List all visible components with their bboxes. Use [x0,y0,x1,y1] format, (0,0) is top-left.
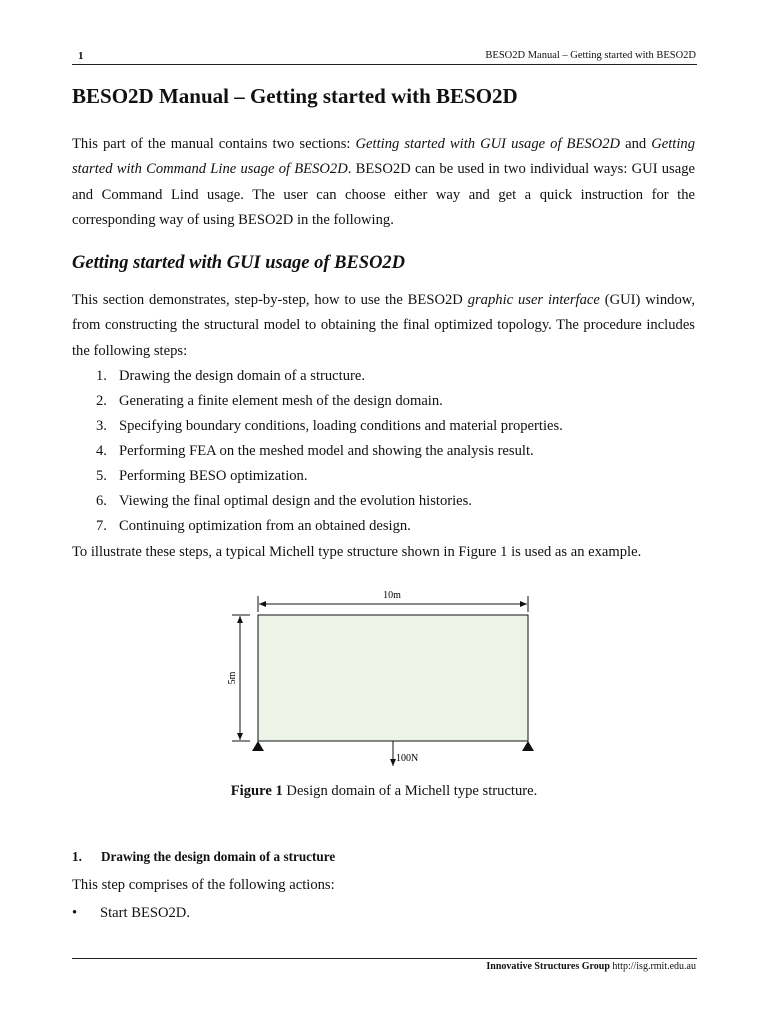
intro-text-3: . BESO2D can be used in two individual ways: GUI usage and Command Lind usage. The user can choose either way and get a quick instruction for the corresponding way of using BESO2D in the following. [72,161,695,228]
list-item [96,489,563,514]
michell-design-domain-figure [220,586,550,768]
figure-caption-text: Design domain of a Michell type structure. [282,783,538,799]
gui-text-emphasis: graphic user interface [467,292,600,308]
intro-cli-section-ref: Getting started with Command Line usage of BESO2D [72,136,695,178]
step-number: 7. [96,518,107,534]
running-title: BESO2D Manual – Getting started with BESO2D [485,50,696,61]
load-label: 100N [396,753,419,764]
step-text: Performing BESO optimization. [119,468,308,484]
gui-section-paragraph [72,288,695,364]
list-item [96,389,563,414]
bullet-icon: • [72,905,78,921]
list-item [96,464,563,489]
footer-text [486,961,696,972]
steps-list [96,364,563,539]
step-number: 1. [96,368,107,384]
step1-paragraph: This step comprises of the following actions: [72,877,335,893]
list-item [72,901,190,926]
step-text: Performing FEA on the meshed model and showing the analysis result. [119,443,534,459]
step-number: 3. [96,418,107,434]
height-label: 5m [227,671,238,685]
step-number: 2. [96,393,107,409]
list-item [96,414,563,439]
figure-caption [0,783,768,800]
step-number: 4. [96,443,107,459]
intro-gui-section-ref: Getting started with GUI usage of BESO2D [355,136,621,152]
step1-heading-text: Drawing the design domain of a structure [101,849,336,864]
step-text: Specifying boundary conditions, loading conditions and material properties. [119,418,563,434]
list-item [96,439,563,464]
document-title: BESO2D Manual – Getting started with BESO2D [72,84,518,108]
list-item [96,514,563,539]
right-support-icon [522,741,534,751]
gui-section-heading: Getting started with GUI usage of BESO2D [72,253,406,273]
width-label: 10m [383,590,401,601]
step-text: Drawing the design domain of a structure. [119,368,365,384]
step-text: Continuing optimization from an obtained design. [119,518,411,534]
design-domain-rect [258,615,528,741]
step1-heading [72,849,335,865]
step1-heading-number: 1. [72,849,82,864]
page-footer [72,958,697,979]
page-number: 1 [78,50,84,62]
step-number: 5. [96,468,107,484]
footer-url-link[interactable]: http://isg.rmit.edu.au [612,961,696,972]
figure-caption-label: Figure 1 [230,783,283,799]
intro-text-1: This part of the manual contains two sections: [72,136,356,152]
intro-paragraph [72,132,695,233]
list-item [96,364,563,389]
left-support-icon [252,741,264,751]
intro-text-2: and [620,136,652,152]
step-text: Viewing the final optimal design and the evolution histories. [119,493,472,509]
page-header [72,48,697,65]
step-text: Generating a finite element mesh of the design domain. [119,393,443,409]
bullet-text: Start BESO2D. [100,905,190,921]
step-number: 6. [96,493,107,509]
gui-text-1: This section demonstrates, step-by-step, how to use the BESO2D [72,292,468,308]
gui-text-2: (GUI) window, from constructing the structural model to obtaining the final optimized topology. The procedure includes the following steps: [72,292,695,359]
illustrate-paragraph: To illustrate these steps, a typical Michell type structure shown in Figure 1 is used as an example. [72,544,642,560]
footer-group-name: Innovative Structures Group [486,961,610,972]
